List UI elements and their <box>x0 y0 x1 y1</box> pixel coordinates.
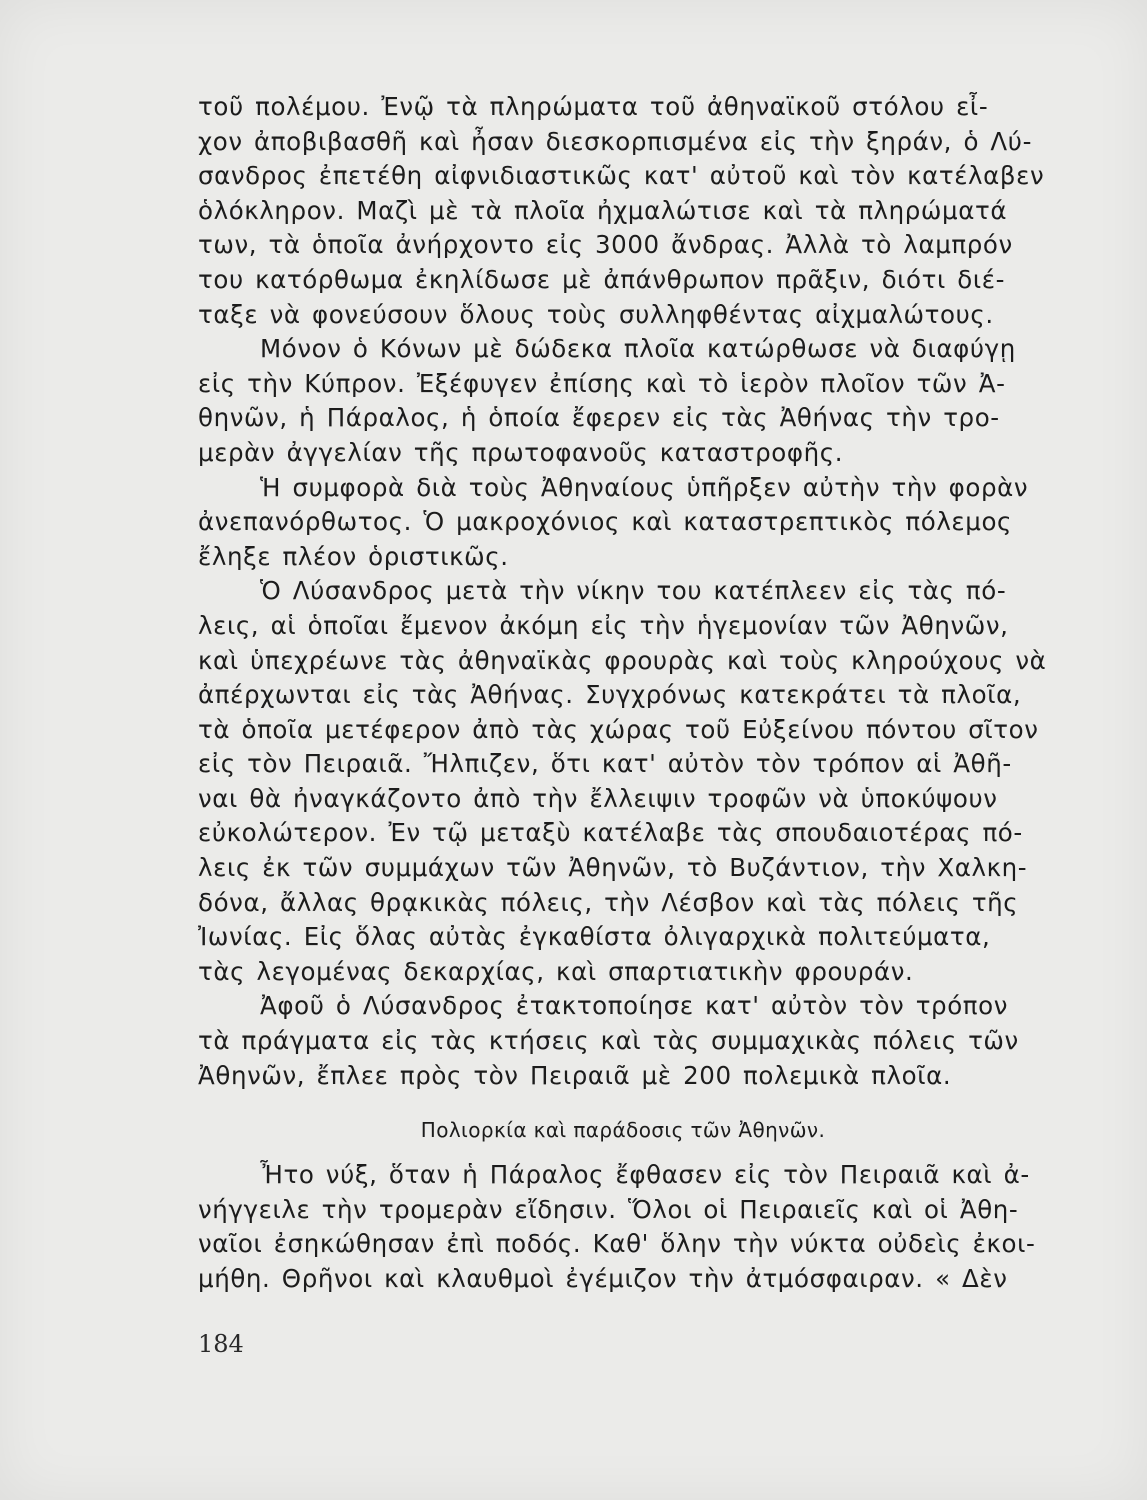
text-line: ἀνεπανόρθωτος. Ὁ μακροχόνιος καὶ καταστρεπτικὸς πόλεμος <box>198 507 1013 537</box>
text-line: δόνα, ἄλλας θρᾳκικὰς πόλεις, τὴν Λέσβον καὶ τὰς πόλεις τῆς <box>198 887 1019 917</box>
body-text-section-2 <box>198 1158 1048 1296</box>
text-line: μερὰν ἀγγελίαν τῆς πρωτοφανοῦς καταστροφῆς. <box>198 437 844 467</box>
text-line: τὰ ὁποῖα μετέφερον ἀπὸ τὰς χώρας τοῦ Εὐξείνου πόντου σῖτον <box>198 714 1039 744</box>
text-line: Ἰωνίας. Εἰς ὅλας αὐτὰς ἐγκαθίστα ὀλιγαρχικὰ πολιτεύματα, <box>198 922 991 952</box>
text-line: λεις, αἱ ὁποῖαι ἔμενον ἀκόμη εἰς τὴν ἡγεμονίαν τῶν Ἀθηνῶν, <box>198 610 1009 640</box>
text-line: Ἀθηνῶν, ἔπλεε πρὸς τὸν Πειραιᾶ μὲ 200 πολεμικὰ πλοῖα. <box>198 1060 952 1090</box>
text-line: ναῖοι ἐσηκώθησαν ἐπὶ ποδός. Καθ' ὅλην τὴν νύκτα οὐδεὶς ἐκοι- <box>198 1229 1036 1259</box>
text-line: χον ἀποβιβασθῆ καὶ ἦσαν διεσκορπισμένα εἰς τὴν ξηράν, ὁ Λύ- <box>198 126 1033 156</box>
text-line: του κατόρθωμα ἐκηλίδωσε μὲ ἀπάνθρωπον πρᾶξιν, διότι διέ- <box>198 264 1006 294</box>
text-line: τοῦ πολέμου. Ἐνῷ τὰ πληρώματα τοῦ ἀθηναϊκοῦ στόλου εἶ- <box>198 92 989 121</box>
body-text-section-1 <box>198 90 1048 1093</box>
text-line: ἔληξε πλέον ὁριστικῶς. <box>198 541 509 571</box>
text-line: τὰς λεγομένας δεκαρχίας, καὶ σπαρτιατικὴν φρουράν. <box>198 956 914 986</box>
text-line: καὶ ὑπεχρέωνε τὰς ἀθηναϊκὰς φρουρὰς καὶ τοὺς κληρούχους νὰ <box>198 645 1047 675</box>
text-line: λεις ἐκ τῶν συμμάχων τῶν Ἀθηνῶν, τὸ Βυζάντιον, τὴν Χαλκη- <box>198 853 1028 883</box>
text-line: Ἀφοῦ ὁ Λύσανδρος ἐτακτοποίησε κατ' αὐτὸν τὸν τρόπον <box>260 991 1009 1021</box>
text-line: σανδρος ἐπετέθη αἰφνιδιαστικῶς κατ' αὐτοῦ καὶ τὸν κατέλαβεν <box>198 161 1045 191</box>
text-line: Ἦτο νύξ, ὅταν ἡ Πάραλος ἔφθασεν εἰς τὸν Πειραιᾶ καὶ ἀ- <box>260 1160 1030 1189</box>
section-heading: Πολιορκία καὶ παράδοσις τῶν Ἀθηνῶν. <box>420 1118 826 1142</box>
text-line: ὁλόκληρον. Μαζὶ μὲ τὰ πλοῖα ἠχμαλώτισε καὶ τὰ πληρώματά <box>198 195 1008 225</box>
text-line: Ἡ συμφορὰ διὰ τοὺς Ἀθηναίους ὑπῆρξεν αὐτὴν τὴν φορὰν <box>260 472 1029 502</box>
text-line: εὐκολώτερον. Ἐν τῷ μεταξὺ κατέλαβε τὰς σπουδαιοτέρας πό- <box>198 818 1023 848</box>
page-number: 184 <box>198 1330 244 1358</box>
text-line: των, τὰ ὁποῖα ἀνήρχοντο εἰς 3000 ἄνδρας. Ἀλλὰ τὸ λαμπρόν <box>198 230 1013 260</box>
text-line: νήγγειλε τὴν τρομερὰν εἴδησιν. Ὅλοι οἱ Πειραιεῖς καὶ οἱ Ἀθη- <box>198 1194 1019 1224</box>
text-line: εἰς τὸν Πειραιᾶ. Ἤλπιζεν, ὅτι κατ' αὐτὸν τὸν τρόπον αἱ Ἀθῆ- <box>198 749 1012 779</box>
text-line: τὰ πράγματα εἰς τὰς κτήσεις καὶ τὰς συμμαχικὰς πόλεις τῶν <box>198 1026 1019 1056</box>
text-line: ἀπέρχωνται εἰς τὰς Ἀθήνας. Συγχρόνως κατεκράτει τὰ πλοῖα, <box>198 680 1022 710</box>
text-line: εἰς τὴν Κύπρον. Ἐξέφυγεν ἐπίσης καὶ τὸ ἱερὸν πλοῖον τῶν Ἀ- <box>198 368 1006 398</box>
text-line: ναι θὰ ἠναγκάζοντο ἀπὸ τὴν ἔλλειψιν τροφῶν νὰ ὑποκύψουν <box>198 783 998 813</box>
text-line: ταξε νὰ φονεύσουν ὅλους τοὺς συλληφθέντας αἰχμαλώτους. <box>198 299 994 329</box>
text-line: Ὁ Λύσανδρος μετὰ τὴν νίκην του κατέπλεεν εἰς τὰς πό- <box>260 576 1007 606</box>
text-line: μήθη. Θρῆνοι καὶ κλαυθμοὶ ἐγέμιζον τὴν ἀτμόσφαιραν. « Δὲν <box>198 1263 1008 1293</box>
text-line: θηνῶν, ἡ Πάραλος, ἡ ὁποία ἔφερεν εἰς τὰς Ἀθήνας τὴν τρο- <box>198 403 1000 433</box>
text-line: Μόνον ὁ Κόνων μὲ δώδεκα πλοῖα κατώρθωσε νὰ διαφύγῃ <box>260 334 1016 364</box>
